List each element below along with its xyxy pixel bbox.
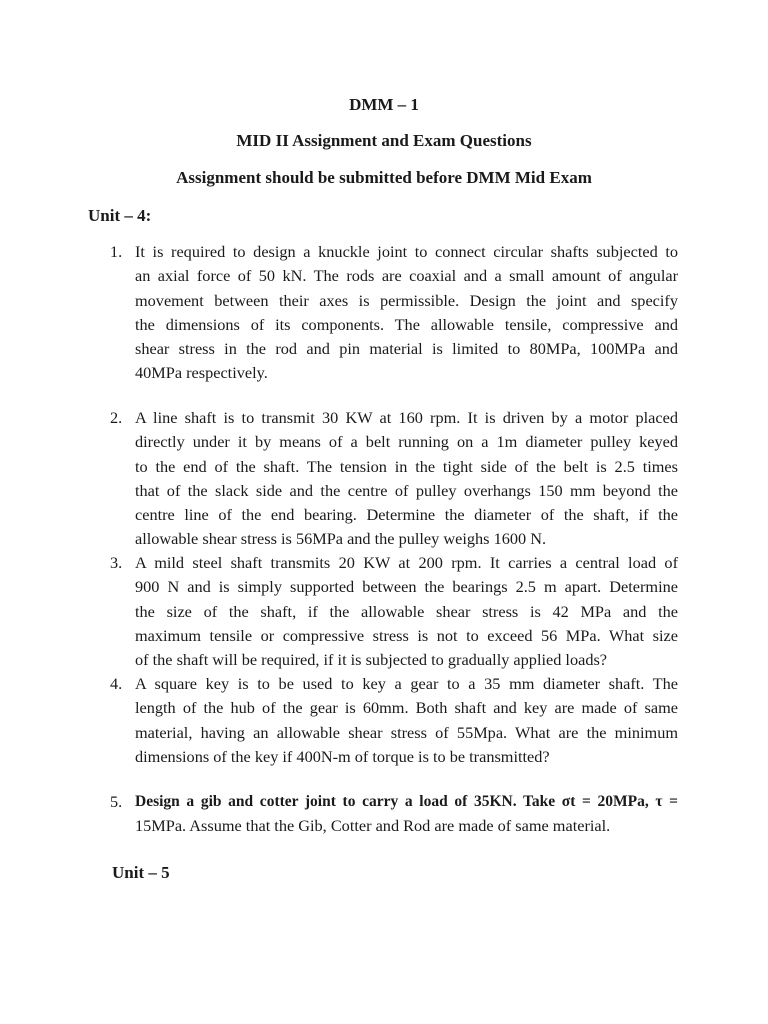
text-line: 900 N and is simply supported between the bearings 2.5 m apart. Determine xyxy=(135,577,678,597)
question-4 xyxy=(110,672,678,769)
question-number: 1. xyxy=(110,242,123,261)
text-line: of the shaft will be required, if it is subjected to gradually applied loads? xyxy=(135,650,608,670)
question-text xyxy=(135,551,678,672)
text-line: 40MPa respectively. xyxy=(135,363,268,383)
text-line: material, having an allowable shear stress of 55Mpa. What are the minimum xyxy=(135,722,678,742)
document-title: DMM – 1 xyxy=(349,95,419,114)
text-line: directly under it by means of a belt running on a 1m diameter pulley keyed xyxy=(135,432,678,452)
question-number: 5. xyxy=(110,792,123,811)
question-text xyxy=(135,790,678,839)
text-line: dimensions of the key if 400N-m of torque is to be transmitted? xyxy=(135,746,550,766)
text-line: It is required to design a knuckle joint to connect circular shafts subjected to xyxy=(135,242,678,261)
question-text xyxy=(135,672,678,769)
unit-4-heading: Unit – 4: xyxy=(88,206,152,225)
text-line: A line shaft is to transmit 30 KW at 160 rpm. It is driven by a motor placed xyxy=(135,408,678,427)
question-3 xyxy=(110,551,678,672)
text-line: 15MPa. Assume that the Gib, Cotter and Rod are made of same material. xyxy=(135,816,611,836)
question-1 xyxy=(110,240,678,386)
text-line: the dimensions of its components. The allowable tensile, compressive and xyxy=(135,314,678,334)
text-line: to the end of the shaft. The tension in the tight side of the belt is 2.5 times xyxy=(135,456,678,476)
question-number: 2. xyxy=(110,408,123,427)
question-5 xyxy=(110,790,678,839)
question-2 xyxy=(110,406,678,552)
question-text xyxy=(135,240,678,386)
text-line: movement between their axes is permissible. Design the joint and specify xyxy=(135,290,678,310)
text-line: A square key is to be used to key a gear to a 35 mm diameter shaft. The xyxy=(135,674,678,693)
text-line: shear stress in the rod and pin material is limited to 80MPa, 100MPa and xyxy=(135,339,678,359)
text-line: centre line of the end bearing. Determine the diameter of the shaft, if the xyxy=(135,505,678,525)
question-number: 4. xyxy=(110,674,123,693)
text-line: maximum tensile or compressive stress is not to exceed 56 MPa. What size xyxy=(135,625,678,645)
text-line: an axial force of 50 kN. The rods are coaxial and a small amount of angular xyxy=(135,266,678,286)
submission-notice: Assignment should be submitted before DMM Mid Exam xyxy=(176,168,592,187)
document-subtitle: MID II Assignment and Exam Questions xyxy=(236,131,532,150)
text-line: allowable shear stress is 56MPa and the pulley weighs 1600 N. xyxy=(135,529,547,549)
text-line-bold: Design a gib and cotter joint to carry a load of 35KN. Take σt = 20MPa, τ = xyxy=(135,793,678,810)
text-line: the size of the shaft, if the allowable shear stress is 42 MPa and the xyxy=(135,601,678,621)
text-line: that of the slack side and the centre of pulley overhangs 150 mm beyond the xyxy=(135,480,678,500)
question-text xyxy=(135,406,678,552)
text-line: length of the hub of the gear is 60mm. Both shaft and key are made of same xyxy=(135,698,678,718)
unit-5-heading: Unit – 5 xyxy=(112,863,170,882)
question-number: 3. xyxy=(110,553,123,572)
text-line: A mild steel shaft transmits 20 KW at 200 rpm. It carries a central load of xyxy=(135,553,678,572)
